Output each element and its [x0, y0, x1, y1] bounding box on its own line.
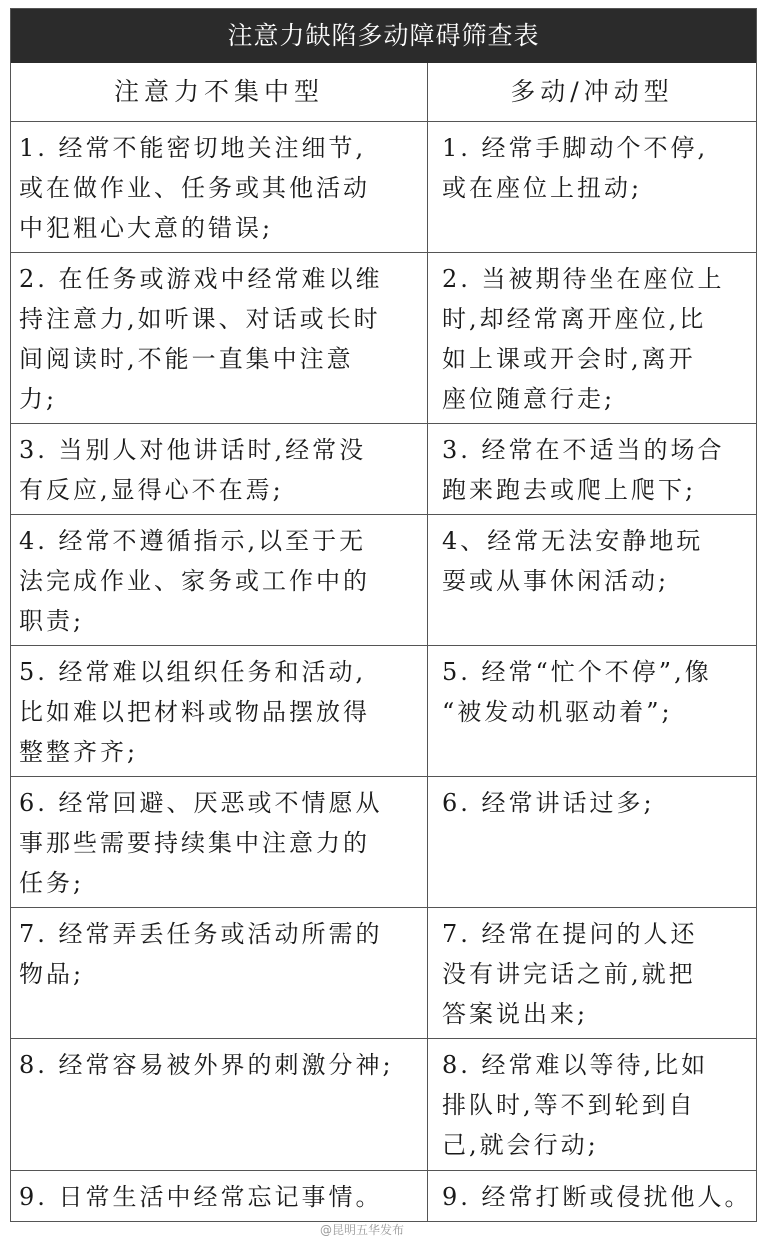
table-row: [11, 645, 756, 776]
hyperactive-criterion: [428, 646, 756, 776]
inattentive-criterion: [11, 122, 428, 252]
criterion-line: 6. 经常讲话过多;: [442, 789, 655, 817]
inattentive-criterion: [11, 646, 428, 776]
criterion-line: 力;: [19, 385, 58, 413]
criterion-line: 6. 经常回避、厌恶或不情愿从: [19, 789, 383, 817]
criterion-line: 8. 经常难以等待,比如: [442, 1051, 709, 1079]
criterion-line: 2. 当被期待坐在座位上: [442, 265, 725, 293]
table-row: [11, 252, 756, 423]
criterion-line: 职责;: [19, 607, 85, 635]
criterion-line: 如上课或开会时,离开: [442, 345, 696, 373]
criterion-line: 跑来跑去或爬上爬下;: [442, 476, 697, 504]
criterion-line: 或在做作业、任务或其他活动: [19, 174, 370, 202]
adhd-screening-table: [10, 8, 757, 1222]
criterion-line: 9. 经常打断或侵扰他人。: [442, 1183, 752, 1211]
hyperactive-criterion: [428, 1171, 756, 1221]
criterion-line: 1. 经常不能密切地关注细节,: [19, 134, 367, 162]
column-header-row: [11, 63, 756, 121]
table-row: [11, 423, 756, 514]
criterion-line: 3. 当别人对他讲话时,经常没: [19, 436, 367, 464]
inattentive-criterion: [11, 424, 428, 514]
criterion-line: 有反应,显得心不在焉;: [19, 476, 284, 504]
inattentive-criterion: [11, 777, 428, 907]
hyperactive-criterion: [428, 777, 756, 907]
criterion-line: “被发动机驱动着”;: [442, 698, 673, 726]
hyperactive-criterion: [428, 122, 756, 252]
column-header-inattentive: 注意力不集中型: [11, 63, 428, 121]
criterion-line: 时,却经常离开座位,比: [442, 305, 707, 333]
criterion-line: 间阅读时,不能一直集中注意: [19, 345, 354, 373]
criterion-line: 比如难以把材料或物品摆放得: [19, 698, 370, 726]
criterion-line: 4. 经常不遵循指示,以至于无: [19, 527, 367, 555]
criterion-line: 4、经常无法安静地玩: [442, 527, 704, 555]
criterion-line: 物品;: [19, 960, 85, 988]
table-row: [11, 514, 756, 645]
criterion-line: 法完成作业、家务或工作中的: [19, 567, 370, 595]
inattentive-criterion: [11, 253, 428, 423]
criterion-line: 任务;: [19, 869, 85, 897]
criterion-line: 或在座位上扭动;: [442, 174, 643, 202]
criterion-line: 事那些需要持续集中注意力的: [19, 829, 370, 857]
criterion-line: 整整齐齐;: [19, 738, 139, 766]
hyperactive-criterion: [428, 908, 756, 1038]
criterion-line: 排队时,等不到轮到自: [442, 1091, 696, 1119]
criterion-line: 8. 经常容易被外界的刺激分神;: [19, 1051, 394, 1079]
table-row: [11, 1038, 756, 1170]
criterion-line: 7. 经常在提问的人还: [442, 920, 698, 948]
criterion-line: 己,就会行动;: [442, 1131, 599, 1159]
hyperactive-criterion: [428, 424, 756, 514]
inattentive-criterion: [11, 1171, 428, 1221]
criterion-line: 没有讲完话之前,就把: [442, 960, 696, 988]
inattentive-criterion: [11, 515, 428, 645]
table-row: [11, 907, 756, 1038]
column-header-hyperactive: 多动/冲动型: [510, 77, 674, 106]
criterion-line: 持注意力,如听课、对话或长时: [19, 305, 381, 333]
table-row: [11, 121, 756, 252]
inattentive-criterion: [11, 1039, 428, 1170]
table-body: [11, 121, 756, 1221]
criterion-line: 中犯粗心大意的错误;: [19, 214, 274, 242]
criterion-line: 5. 经常难以组织任务和活动,: [19, 658, 367, 686]
table-title: 注意力缺陷多动障碍筛查表: [11, 9, 756, 63]
hyperactive-criterion: [428, 1039, 756, 1170]
criterion-line: 9. 日常生活中经常忘记事情。: [19, 1183, 383, 1211]
criterion-line: 答案说出来;: [442, 1000, 589, 1028]
criterion-line: 座位随意行走;: [442, 385, 616, 413]
table-row: [11, 776, 756, 907]
criterion-line: 3. 经常在不适当的场合: [442, 436, 725, 464]
hyperactive-criterion: [428, 253, 756, 423]
hyperactive-criterion: [428, 515, 756, 645]
inattentive-criterion: [11, 908, 428, 1038]
watermark: @昆明五华发布: [320, 1223, 405, 1237]
criterion-line: 7. 经常弄丢任务或活动所需的: [19, 920, 383, 948]
criterion-line: 2. 在任务或游戏中经常难以维: [19, 265, 383, 293]
criterion-line: 5. 经常“忙个不停”,像: [442, 658, 712, 686]
criterion-line: 1. 经常手脚动个不停,: [442, 134, 709, 162]
table-row: [11, 1170, 756, 1221]
criterion-line: 耍或从事休闲活动;: [442, 567, 670, 595]
